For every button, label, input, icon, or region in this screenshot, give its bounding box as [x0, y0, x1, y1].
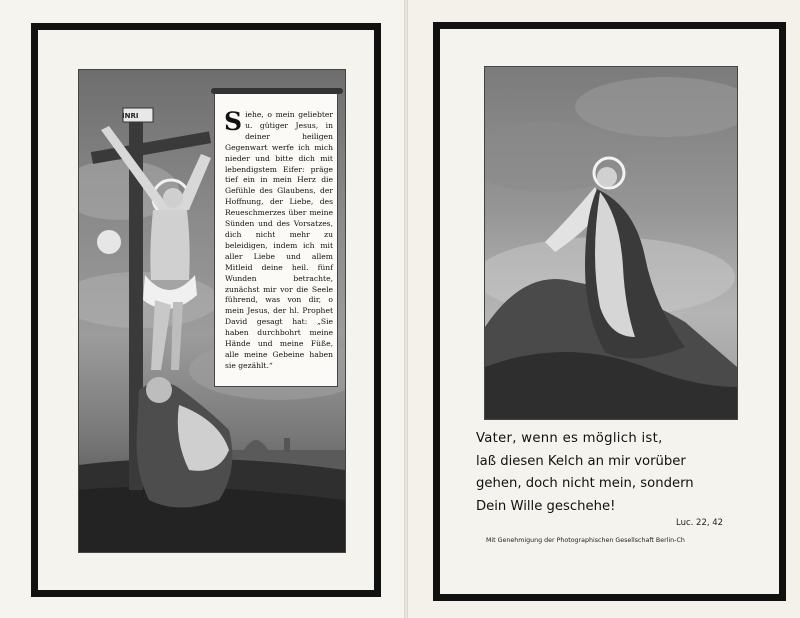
cross-inscription: INRI [122, 112, 139, 120]
banner-rod [211, 88, 343, 94]
prayer-dropcap: S [224, 107, 243, 136]
prayer-card [214, 93, 338, 387]
gethsemane-scene [485, 67, 737, 419]
moon [97, 230, 121, 254]
gethsemane-illustration [484, 66, 738, 420]
bible-verse [476, 428, 748, 518]
prayer-text-block [224, 107, 333, 372]
verse-line-2: laß diesen Kelch an mir vorüber [476, 453, 686, 469]
prayer-text: iehe, o mein geliebter u. gütiger Jesus, in deiner heiligen Gegenwart werfe ich mich nieder und bitte dich mit lebendigstem Eifer: präge tief ein in mein Herz die Gefühle des Glaubens, der Hoffnung, der Liebe, des Reueschmerzes über meine Sünden und des Vorsatzes, dich nicht mehr zu beleidigen, indem ich mit aller Liebe und allem Mitleid deine heil. fünf Wunden betrachte, zunächst mir vor die Seele führend, was von dir, o mein Jesus, der hl. Prophet David gesagt hat: „Sie haben durchbohrt meine Hände und meine Füße, alle meine Gebeine haben sie gezählt.“ [225, 110, 333, 370]
verse-line-1: Vater, wenn es möglich ist, [476, 431, 663, 446]
verse-line-4: Dein Wille geschehe! [476, 498, 616, 514]
publisher-credit: Mit Genehmigung der Photographischen Gesellschaft Berlin-Ch [486, 537, 685, 544]
card-fold [404, 0, 408, 618]
verse-reference: Luc. 22, 42 [676, 518, 724, 528]
verse-line-3: gehen, doch nicht mein, sondern [476, 476, 694, 491]
